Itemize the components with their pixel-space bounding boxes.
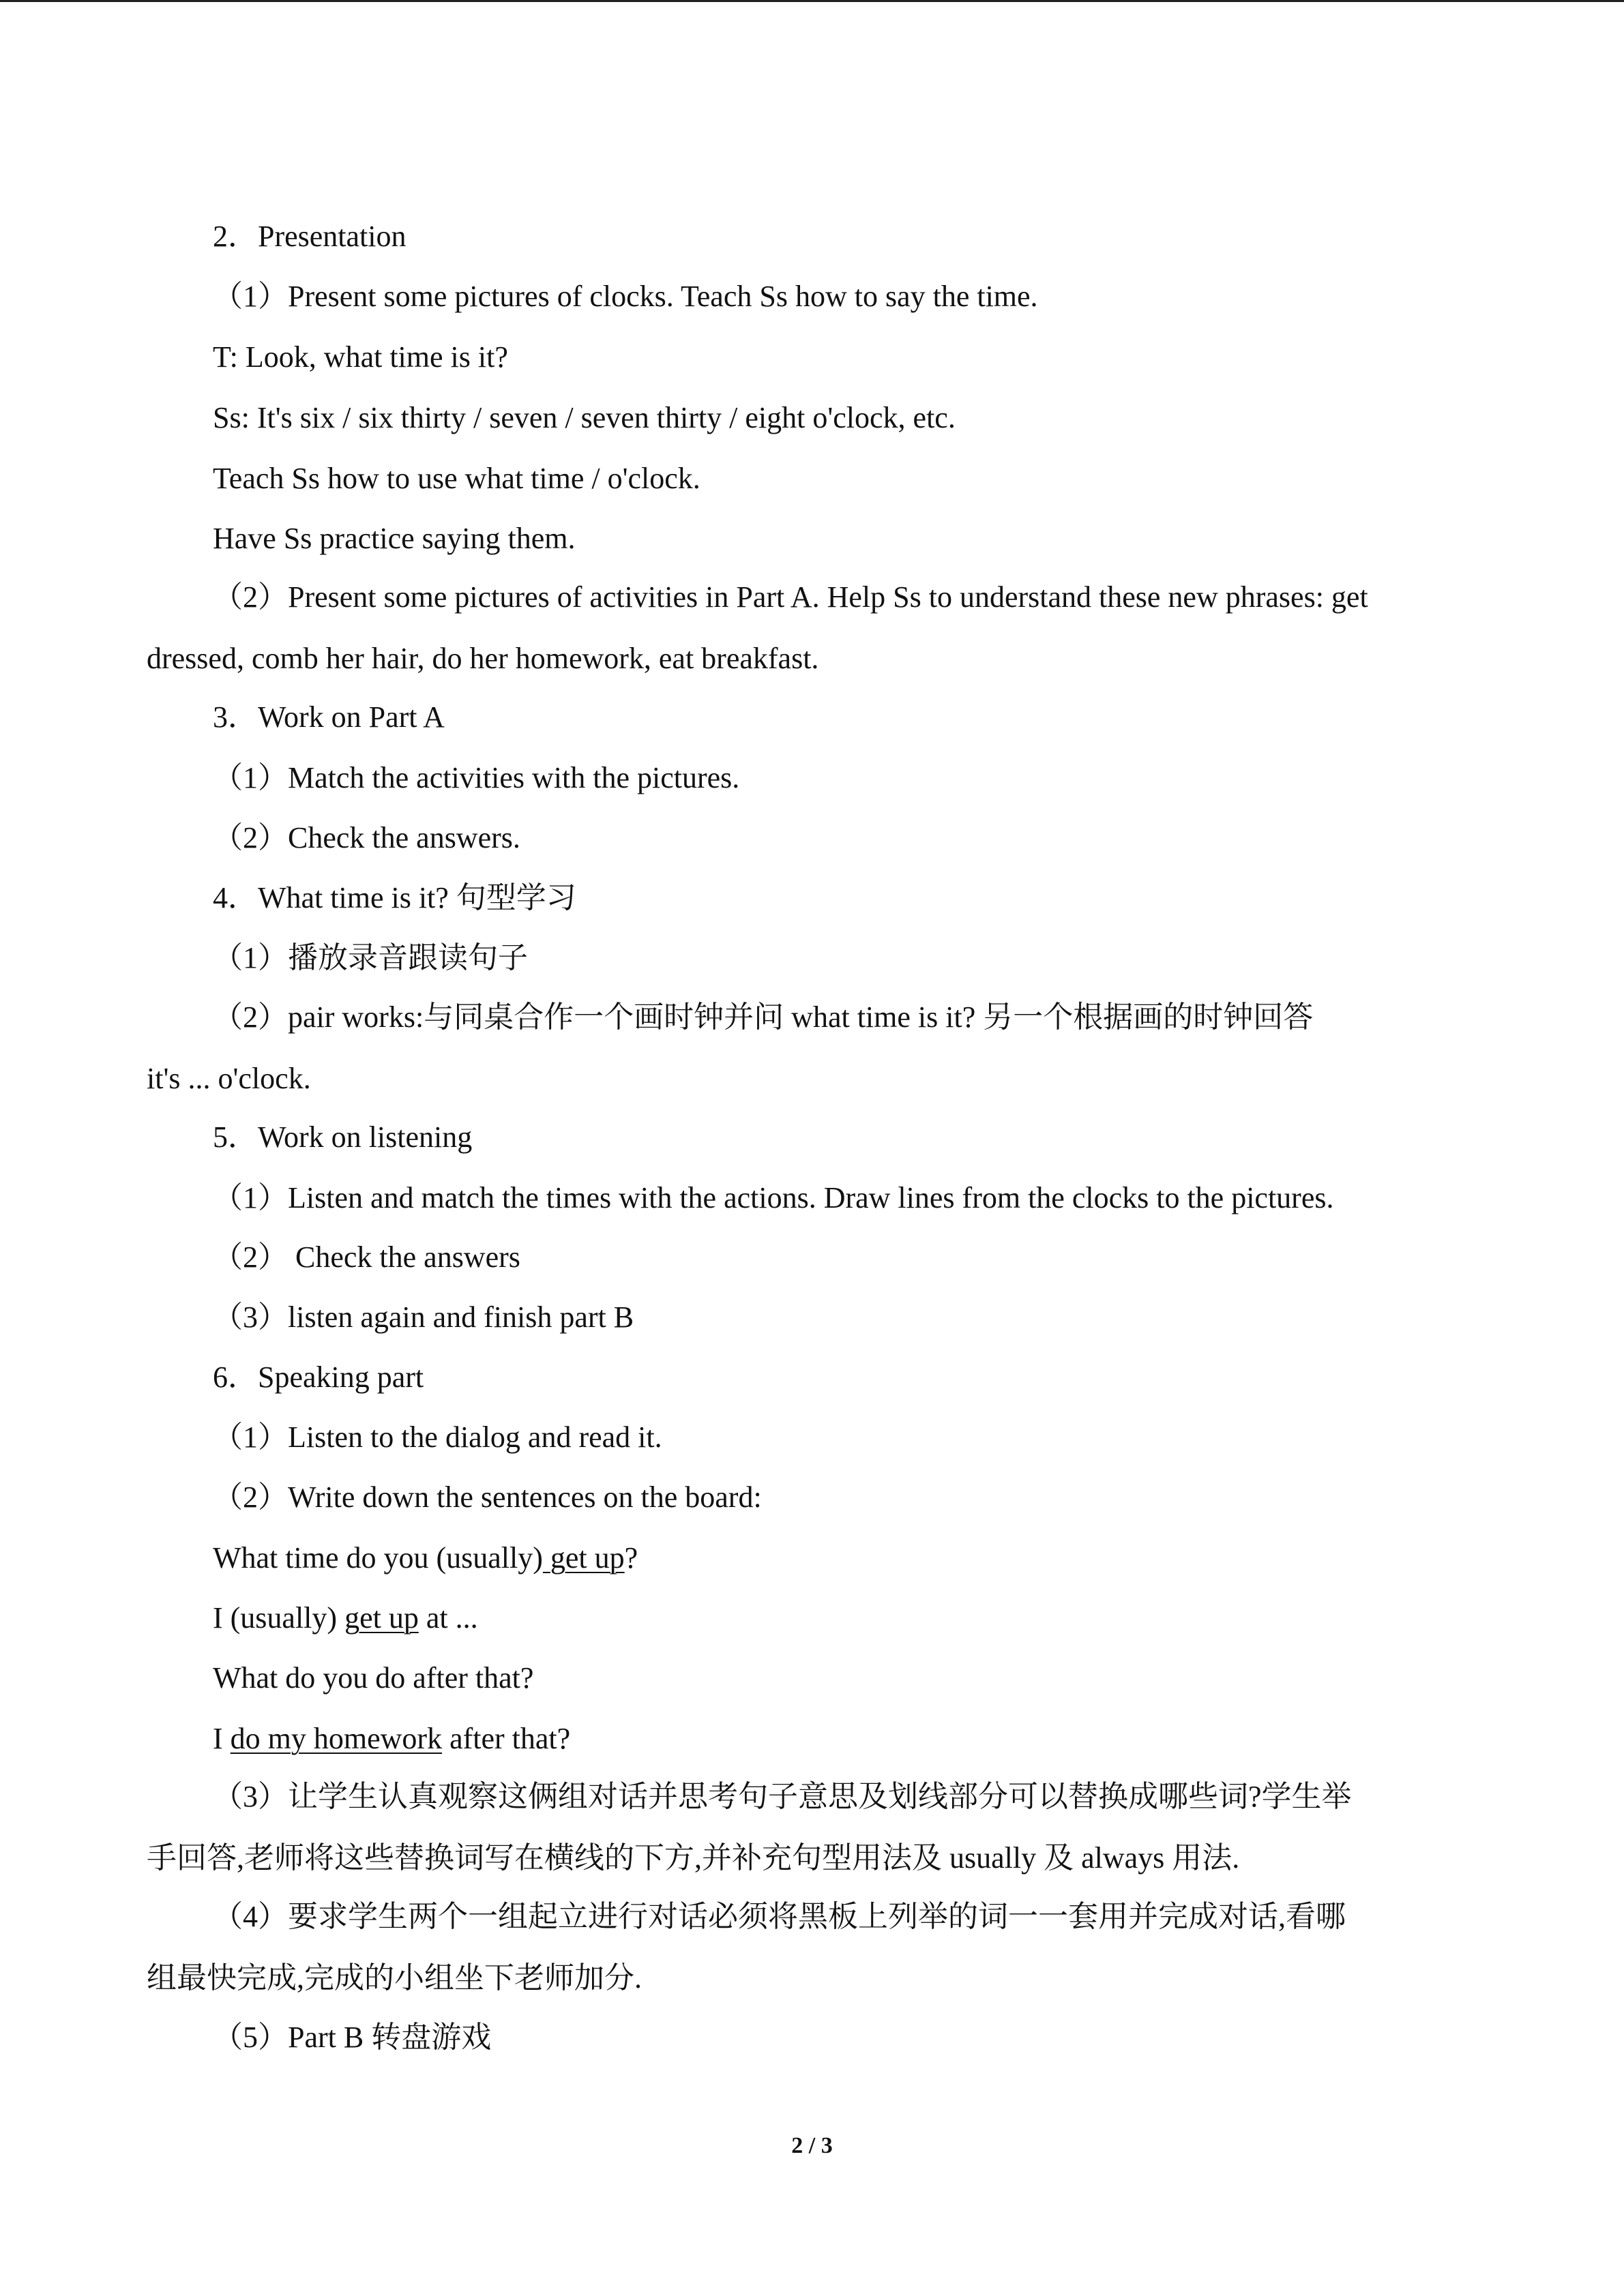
paragraph-line: Have Ss practice saying them. [213, 522, 576, 555]
underlined-phrase: do my homework [230, 1722, 443, 1755]
paragraph-line: （2）pair works:与同桌合作一个画时钟并问 what time is it? 另一个根据画的时钟回答 [213, 1000, 1314, 1034]
paragraph-line: （3）让学生认真观察这俩组对话并思考句子意思及划线部分可以替换成哪些词?学生举 [213, 1780, 1352, 1813]
dialog-line-1 [213, 1538, 638, 1579]
paragraph-line: （2）Write down the sentences on the board: [213, 1480, 762, 1514]
section-heading-work-on-part-a: 3．Work on Part A [213, 700, 445, 734]
dialog-line-3: What do you do after that? [213, 1661, 534, 1695]
paragraph-line: Ss: It's six / six thirty / seven / seven thirty / eight o'clock, etc. [213, 401, 956, 434]
underlined-phrase: get up [344, 1601, 419, 1635]
dialog-text: I [213, 1722, 231, 1755]
paragraph-line: （1）Match the activities with the pictures. [213, 761, 740, 794]
paragraph-line: T: Look, what time is it? [213, 340, 508, 374]
paragraph-line: （4）要求学生两个一组起立进行对话必须将黑板上列举的词一一套用并完成对话,看哪 [213, 1900, 1346, 1933]
dialog-line-4 [213, 1718, 570, 1759]
paragraph-line: （3）listen again and finish part B [213, 1300, 634, 1334]
dialog-text: after that? [442, 1722, 571, 1755]
section-heading-presentation: 2．Presentation [213, 220, 407, 253]
dialog-text: at ... [418, 1601, 478, 1635]
page-number: 2 / 3 [791, 2133, 833, 2158]
dialog-text: ? [624, 1541, 638, 1575]
paragraph-line: 组最快完成,完成的小组坐下老师加分. [147, 1961, 642, 1995]
paragraph-line: Teach Ss how to use what time / o'clock. [213, 462, 700, 495]
dialog-text: What time do you (usually) [213, 1541, 543, 1575]
paragraph-line: （1）播放录音跟读句子 [213, 941, 528, 974]
section-heading-listening: 5．Work on listening [213, 1120, 473, 1154]
paragraph-line: （2）Present some pictures of activities in Part A. Help Ss to understand these new phrases: get [213, 580, 1368, 614]
section-heading-what-time: 4．What time is it? 句型学习 [213, 881, 576, 914]
paragraph-line: （1）Listen and match the times with the actions. Draw lines from the clocks to the pictures. [213, 1181, 1334, 1214]
paragraph-line: dressed, comb her hair, do her homework, eat breakfast. [147, 642, 819, 675]
paragraph-line: （1）Listen to the dialog and read it. [213, 1420, 662, 1454]
dialog-text: I (usually) [213, 1601, 345, 1635]
underlined-phrase: get up [542, 1541, 625, 1575]
paragraph-line: （2）Check the answers. [213, 821, 520, 854]
paragraph-line: it's ... o'clock. [147, 1062, 311, 1095]
paragraph-line: （2） Check the answers [213, 1240, 520, 1274]
section-heading-speaking: 6．Speaking part [213, 1360, 424, 1394]
paragraph-line: 手回答,老师将这些替换词写在横线的下方,并补充句型用法及 usually 及 always 用法. [147, 1841, 1240, 1875]
paragraph-line: （5）Part B 转盘游戏 [213, 2021, 492, 2054]
paragraph-line: （1）Present some pictures of clocks. Teach Ss how to say the time. [213, 280, 1038, 313]
dialog-line-2 [213, 1598, 478, 1639]
